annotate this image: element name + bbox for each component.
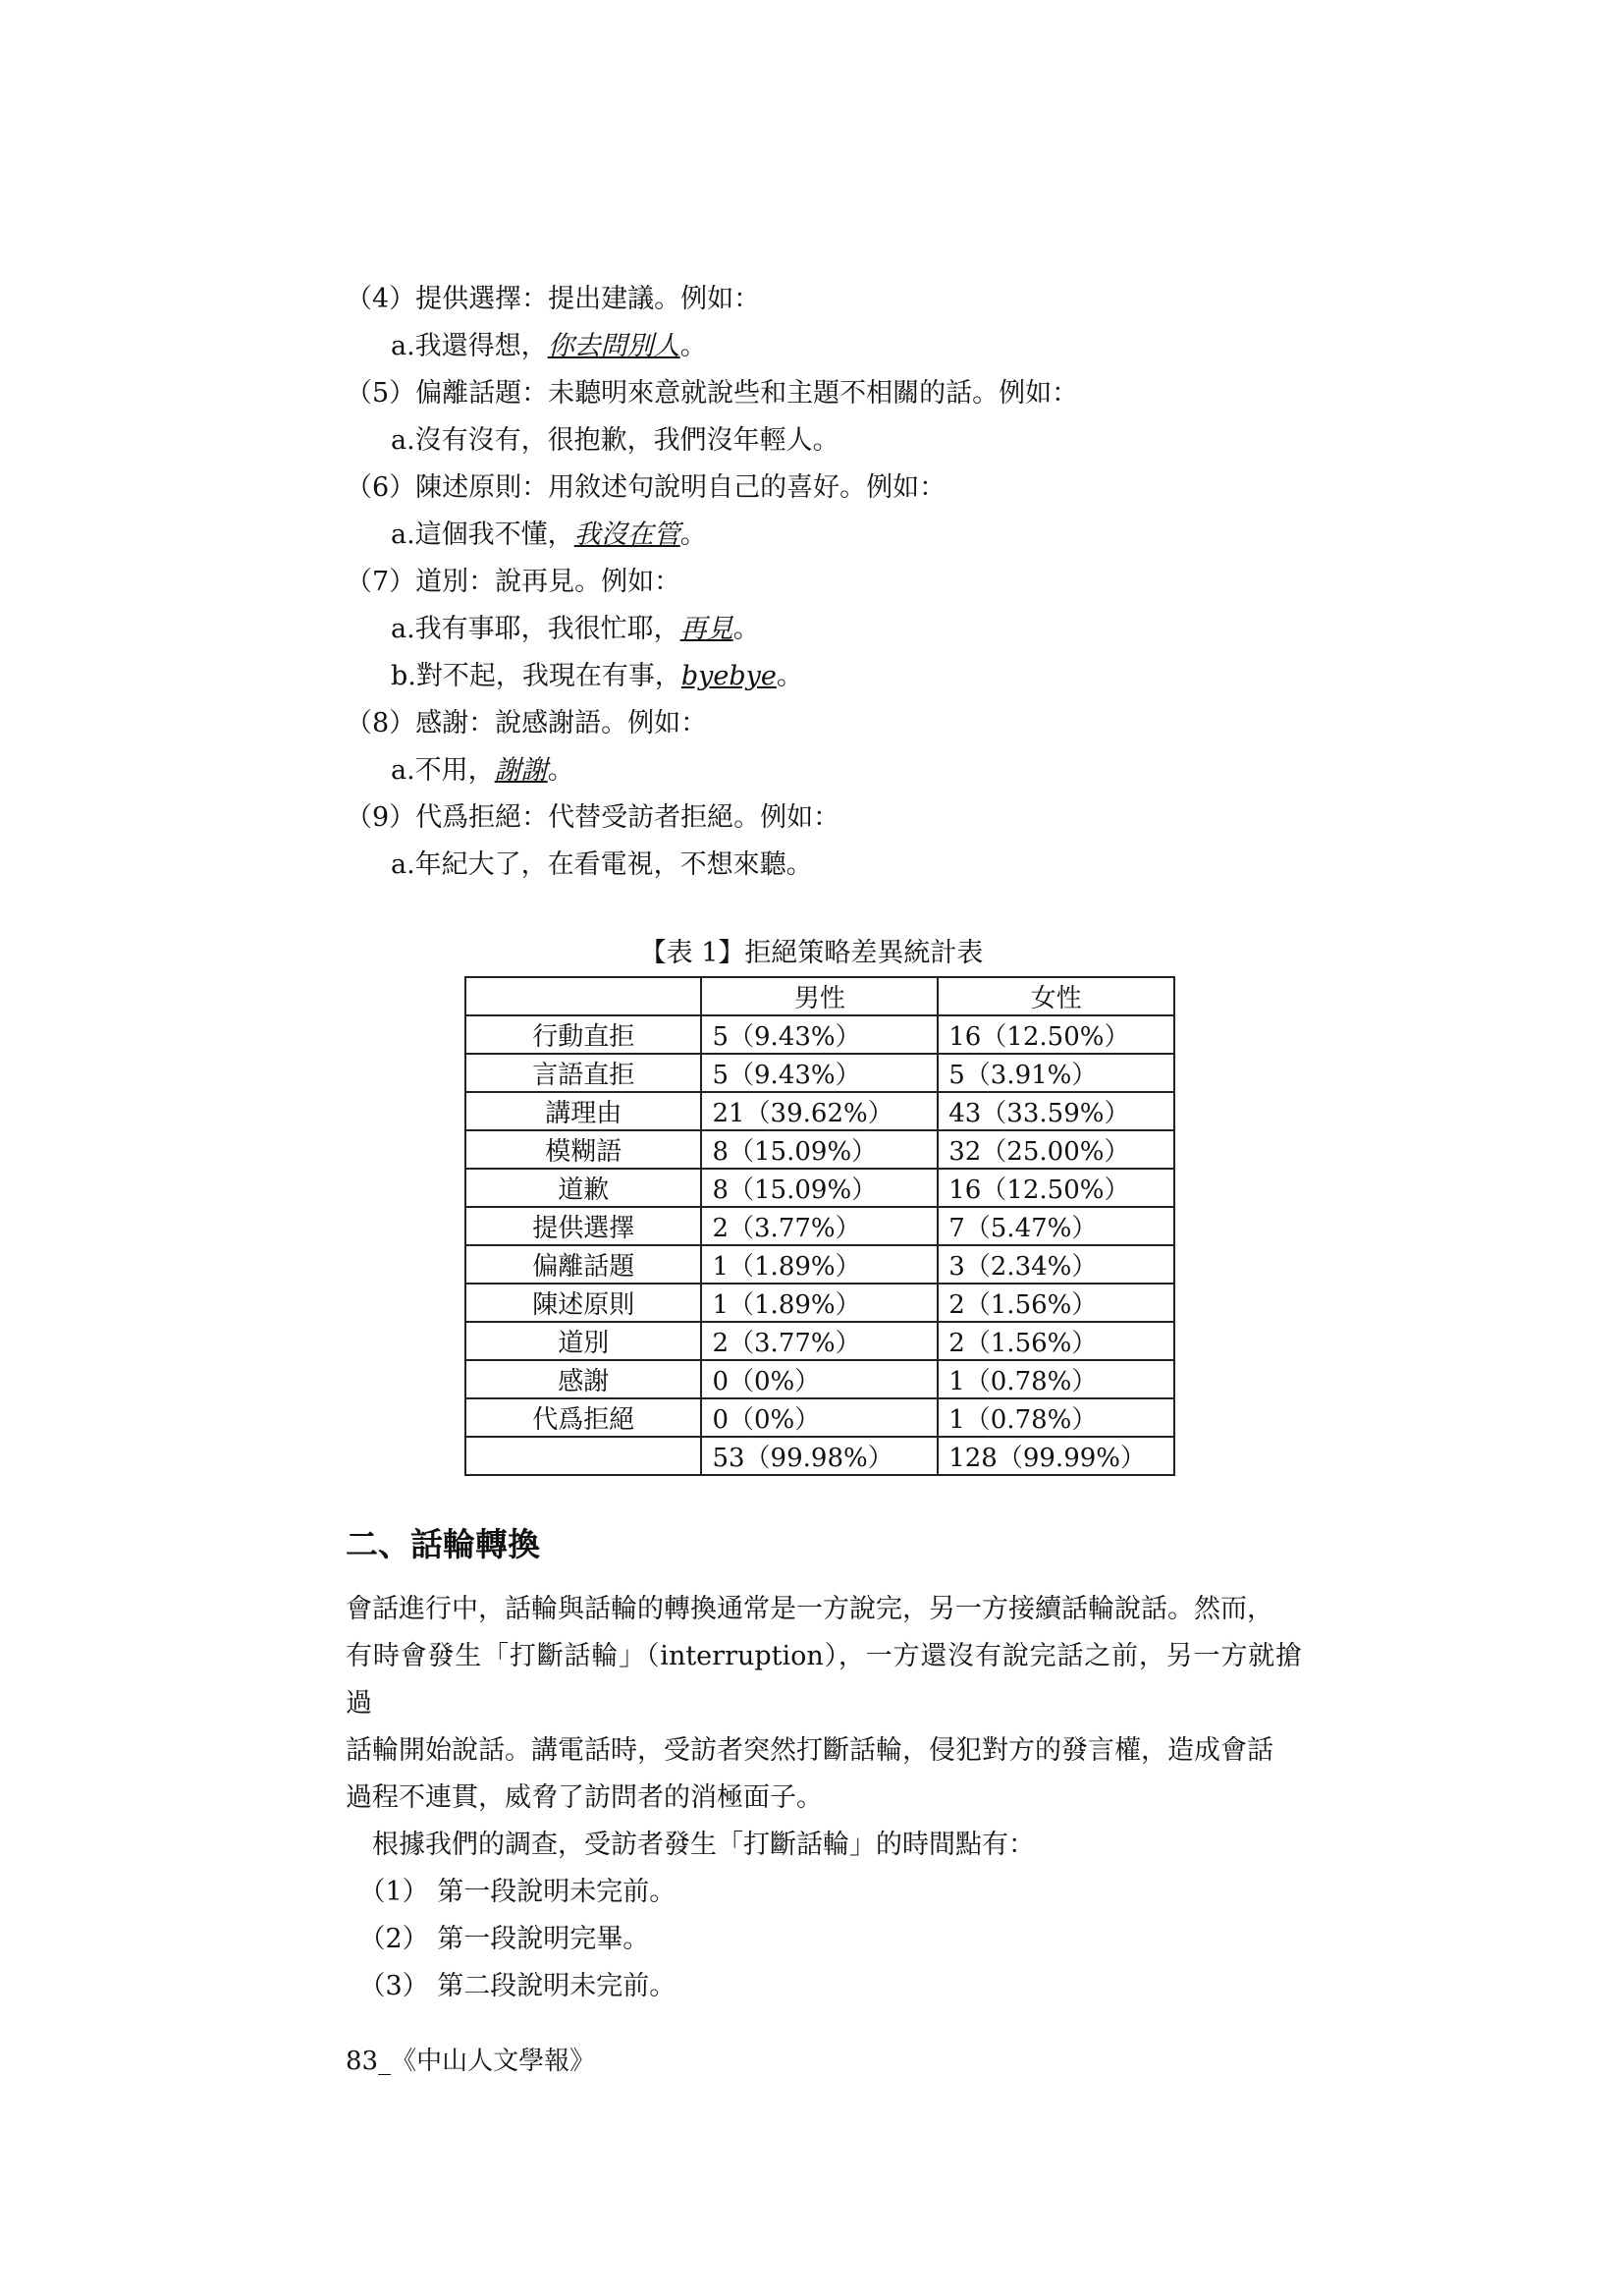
table-row	[465, 1169, 1174, 1207]
page-footer: 83_《中山人文學報》	[346, 2047, 596, 2076]
row-label-cell: 行動直拒	[465, 1015, 701, 1054]
table-row	[465, 1398, 1174, 1437]
header-cell-male: 男性	[701, 977, 938, 1015]
list-item: （3） 第二段說明未完前。	[346, 1971, 676, 2001]
table-row	[465, 1322, 1174, 1360]
female-value-cell: 1（0.78%）	[938, 1360, 1174, 1398]
header-cell-female: 女性	[938, 977, 1174, 1015]
item-7-example-a: a.我有事耶，我很忙耶，再見。	[391, 614, 760, 644]
table-row	[465, 1054, 1174, 1092]
row-label-cell: 代爲拒絕	[465, 1398, 701, 1437]
table-caption: 【表 1】拒絕策略差異統計表	[639, 938, 984, 968]
row-label-cell: 道別	[465, 1322, 701, 1360]
item-8-example-a: a.不用，謝謝。	[391, 755, 574, 786]
male-value-cell: 53（99.98%）	[701, 1437, 938, 1475]
item-4-example-a: a.我還得想，你去問別人。	[391, 331, 707, 361]
body-line: 根據我們的調查，受訪者發生「打斷話輪」的時間點有：	[346, 1830, 1035, 1860]
female-value-cell: 32（25.00%）	[938, 1130, 1174, 1169]
item-5-heading: （5）偏離話題：未聽明來意就說些和主題不相關的話。例如：	[346, 378, 1079, 409]
male-value-cell: 5（9.43%）	[701, 1054, 938, 1092]
item-4-heading: （4）提供選擇：提出建議。例如：	[346, 284, 761, 314]
row-label-cell	[465, 1437, 701, 1475]
list-item: （1） 第一段說明未完前。	[346, 1877, 676, 1907]
male-value-cell: 5（9.43%）	[701, 1015, 938, 1054]
item-5-example-a: a.沒有沒有，很抱歉，我們沒年輕人。	[391, 425, 839, 456]
female-value-cell: 2（1.56%）	[938, 1284, 1174, 1322]
item-9-heading: （9）代爲拒絕：代替受訪者拒絕。例如：	[346, 802, 840, 833]
female-value-cell: 16（12.50%）	[938, 1015, 1174, 1054]
table-row	[465, 1092, 1174, 1130]
list-item: （2） 第一段說明完畢。	[346, 1924, 650, 1954]
row-label-cell: 言語直拒	[465, 1054, 701, 1092]
item-6-heading: （6）陳述原則：用敘述句說明自己的喜好。例如：	[346, 472, 947, 503]
row-label-cell: 講理由	[465, 1092, 701, 1130]
item-7-heading: （7）道別：說再見。例如：	[346, 567, 681, 597]
female-value-cell: 7（5.47%）	[938, 1207, 1174, 1245]
row-label-cell: 模糊語	[465, 1130, 701, 1169]
female-value-cell: 5（3.91%）	[938, 1054, 1174, 1092]
male-value-cell: 0（0%）	[701, 1360, 938, 1398]
row-label-cell: 偏離話題	[465, 1245, 701, 1284]
header-cell	[465, 977, 701, 1015]
male-value-cell: 0（0%）	[701, 1398, 938, 1437]
item-6-example-a: a.這個我不懂，我沒在管。	[391, 519, 707, 550]
female-value-cell: 43（33.59%）	[938, 1092, 1174, 1130]
body-line: 有時會發生「打斷話輪」（interruption），一方還沒有說完話之前，另一方就搶過	[346, 1641, 1302, 1719]
table-header-row	[465, 977, 1174, 1015]
male-value-cell: 21（39.62%）	[701, 1092, 938, 1130]
row-label-cell: 提供選擇	[465, 1207, 701, 1245]
male-value-cell: 2（3.77%）	[701, 1207, 938, 1245]
row-label-cell: 感謝	[465, 1360, 701, 1398]
male-value-cell: 8（15.09%）	[701, 1130, 938, 1169]
table-row	[465, 1284, 1174, 1322]
body-line: 過程不連貫，威脅了訪問者的消極面子。	[346, 1782, 823, 1813]
female-value-cell: 128（99.99%）	[938, 1437, 1174, 1475]
male-value-cell: 1（1.89%）	[701, 1284, 938, 1322]
table-row	[465, 1015, 1174, 1054]
body-line: 話輪開始說話。講電話時，受訪者突然打斷話輪，侵犯對方的發言權，造成會話	[346, 1735, 1273, 1766]
male-value-cell: 8（15.09%）	[701, 1169, 938, 1207]
section-body	[346, 1586, 1302, 2010]
table-row	[465, 1207, 1174, 1245]
table-row	[465, 1360, 1174, 1398]
row-label-cell: 陳述原則	[465, 1284, 701, 1322]
female-value-cell: 3（2.34%）	[938, 1245, 1174, 1284]
item-9-example-a: a.年紀大了，在看電視，不想來聽。	[391, 849, 813, 880]
female-value-cell: 2（1.56%）	[938, 1322, 1174, 1360]
item-8-heading: （8）感謝：說感謝語。例如：	[346, 708, 708, 738]
female-value-cell: 1（0.78%）	[938, 1398, 1174, 1437]
male-value-cell: 2（3.77%）	[701, 1322, 938, 1360]
row-label-cell: 道歉	[465, 1169, 701, 1207]
table-row	[465, 1130, 1174, 1169]
statistics-table	[464, 976, 1175, 1476]
female-value-cell: 16（12.50%）	[938, 1169, 1174, 1207]
table-row	[465, 1245, 1174, 1284]
section-title: 二、話輪轉換	[346, 1525, 540, 1563]
male-value-cell: 1（1.89%）	[701, 1245, 938, 1284]
item-7-example-b: b.對不起，我現在有事，byebye。	[391, 661, 803, 691]
body-line: 會話進行中，話輪與話輪的轉換通常是一方說完，另一方接續話輪說話。然而，	[346, 1594, 1273, 1624]
table-row	[465, 1437, 1174, 1475]
